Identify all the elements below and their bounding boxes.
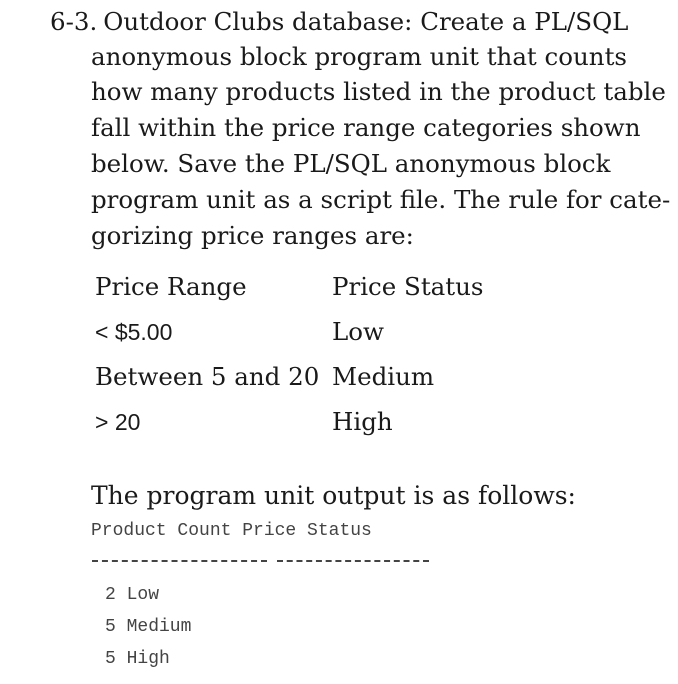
problem-line-2: anonymous block program unit that counts (91, 42, 628, 71)
problem-line-1: 6-3. Outdoor Clubs database: Create a PL/SQL (50, 7, 629, 36)
header-price-status: Price Status (332, 272, 484, 301)
problem-line-4: fall within the price range categories shown (91, 113, 641, 142)
header-underline-status (277, 560, 429, 562)
problem-line-5: below. Save the PL/SQL anonymous block (91, 149, 611, 178)
output-row: 5 High (105, 649, 170, 669)
table-header-row (95, 268, 495, 306)
price-status-cell: Low (332, 317, 384, 346)
output-column-header: Product Count Price Status (91, 521, 372, 541)
problem-line-7: gorizing price ranges are: (91, 221, 414, 250)
table-row (95, 403, 495, 441)
price-status-cell: High (332, 407, 393, 436)
price-status-cell: Medium (332, 362, 435, 391)
output-row: 2 Low (105, 585, 160, 605)
table-row (95, 358, 495, 396)
header-underline-count (92, 560, 267, 562)
price-range-cell: < $5.00 (95, 319, 173, 345)
price-range-cell: > 20 (95, 409, 141, 435)
header-price-range: Price Range (95, 272, 247, 301)
output-heading: The program unit output is as follows: (91, 481, 576, 510)
problem-number: 6-3. (50, 7, 98, 36)
output-row: 5 Medium (105, 617, 192, 637)
problem-line-3: how many products listed in the product table (91, 77, 666, 106)
table-row (95, 313, 495, 351)
problem-line-6: program unit as a script file. The rule for cate- (91, 185, 671, 214)
price-range-cell: Between 5 and 20 (95, 362, 320, 391)
